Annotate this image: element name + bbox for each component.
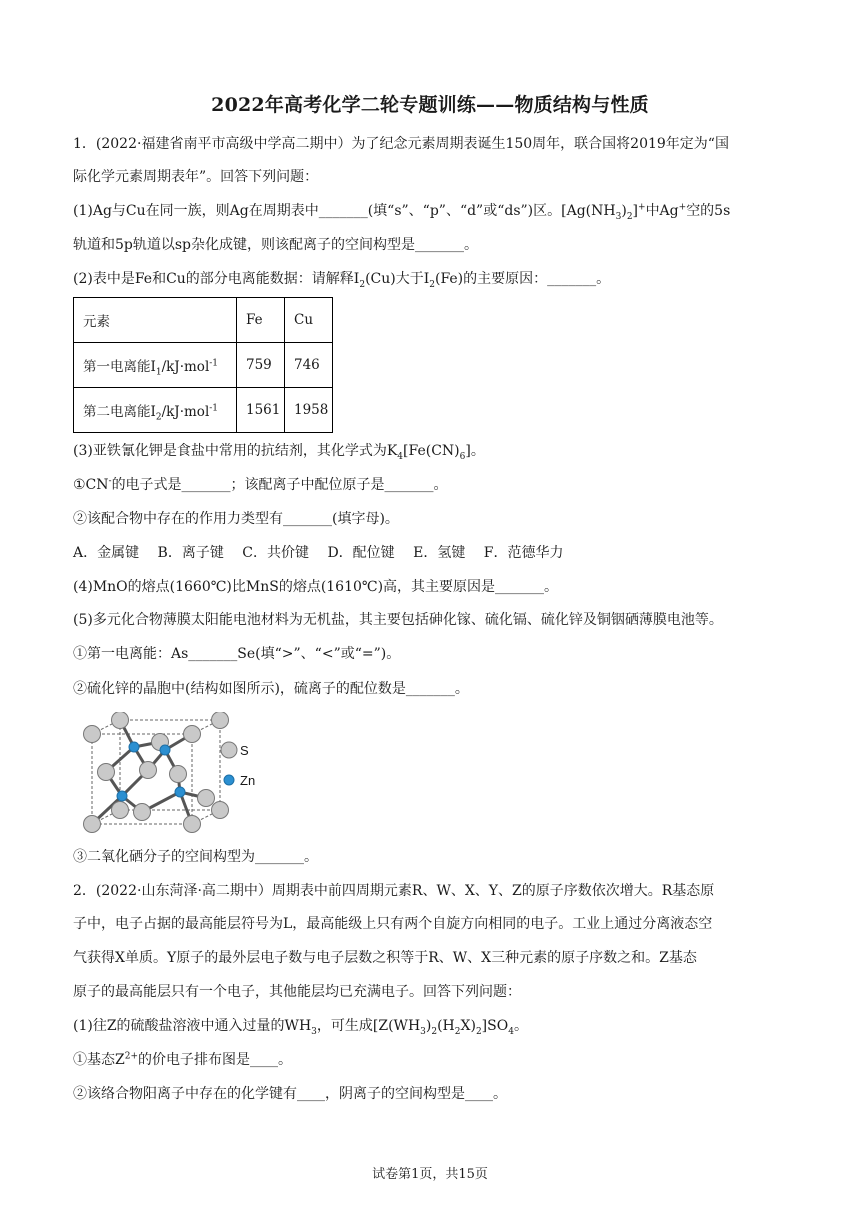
- q1-part5-ii: ②硫化锌的晶胞中(结构如图所示)，硫离子的配位数是_______。: [73, 681, 469, 697]
- legend-s-swatch: [221, 742, 237, 758]
- q2-line1: 2．(2022·山东菏泽·高二期中）周期表中前四周期元素R、W、X、Y、Z的原子序数依次增大。R基态原: [73, 883, 715, 899]
- table-header-element: 元素: [74, 298, 237, 343]
- table-cell: 746: [285, 343, 333, 388]
- page-title: 2022年高考化学二轮专题训练——物质结构与性质: [211, 94, 649, 116]
- table-row-label: 第一电离能$I_1/kJ\cdot mol^{-1}$: [74, 343, 237, 388]
- page-footer: 试卷第1页，共15页: [372, 1167, 488, 1182]
- table-row: [74, 388, 333, 433]
- q1-part1-line1: (1)Ag与Cu在同一族，则Ag在周期表中_______(填“s”、“p”、“d”或“ds”)区。$[Ag(NH_3)_2]^+$中Ag+空的5s: [73, 202, 731, 222]
- table-row: [74, 343, 333, 388]
- ionization-energy-table: [73, 297, 333, 433]
- q2-part1-i: ①基态$Z^{2+}$的价电子排布图是____。: [73, 1051, 293, 1068]
- q1-part3-i: ①CN-的电子式是_______；该配离子中配位原子是_______。: [73, 476, 448, 493]
- zns-crystal-figure: [80, 712, 270, 837]
- legend-s-label: S: [240, 743, 249, 758]
- legend-zn-label: Zn: [240, 773, 256, 788]
- table-header-fe: Fe: [237, 298, 285, 343]
- q2-line2: 子中，电子占据的最高能层符号为L，最高能级上只有两个自旋方向相同的电子。工业上通过分离液态空: [73, 916, 713, 932]
- q2-part1: (1)往Z的硫酸盐溶液中通入过量的$WH_3$，可生成$[Z(WH_3)_2(H_2X)_2]SO_4$。: [73, 1018, 528, 1037]
- legend-zn-swatch: [224, 775, 234, 785]
- q1-intro-line2: 际化学元素周期表年”。回答下列问题：: [73, 169, 319, 185]
- table-row: [74, 298, 333, 343]
- q1-part2: (2)表中是Fe和Cu的部分电离能数据：请解释$I_2(Cu)$大于$I_2(Fe)$的主要原因：_______。: [73, 271, 611, 290]
- q1-part5: (5)多元化合物薄膜太阳能电池材料为无机盐，其主要包括砷化镓、硫化镉、硫化锌及铜铟硒薄膜电池等。: [73, 612, 723, 628]
- q1-intro-line1: 1．(2022·福建省南平市高级中学高二期中）为了纪念元素周期表诞生150周年，联合国将2019年定为“国: [73, 136, 729, 152]
- q1-part3-ii: ②该配合物中存在的作用力类型有_______(填字母)。: [73, 511, 399, 527]
- q1-part4: (4)MnO的熔点(1660℃)比MnS的熔点(1610℃)高，其主要原因是_______。: [73, 579, 559, 595]
- q2-line3: 气获得X单质。Y原子的最外层电子数与电子层数之积等于R、W、X三种元素的原子序数之和。Z基态: [73, 950, 697, 966]
- q1-part5-iii: ③二氧化硒分子的空间构型为_______。: [73, 849, 318, 865]
- table-header-cu: Cu: [285, 298, 333, 343]
- q1-part1-line2: 轨道和5p轨道以sp杂化成键，则该配离子的空间构型是_______。: [73, 237, 479, 253]
- q2-line4: 原子的最高能层只有一个电子，其他能层均已充满电子。回答下列问题：: [73, 984, 521, 1000]
- table-cell: 1561: [237, 388, 285, 433]
- table-cell: 1958: [285, 388, 333, 433]
- q1-part3: (3)亚铁氰化钾是食盐中常用的抗结剂，其化学式为$K_4[Fe(CN)_6]$。: [73, 443, 485, 462]
- table-row-label: 第二电离能$I_2/kJ\cdot mol^{-1}$: [74, 388, 237, 433]
- table-cell: 759: [237, 343, 285, 388]
- q2-part1-ii: ②该络合物阳离子中存在的化学键有____，阴离子的空间构型是____。: [73, 1086, 507, 1102]
- q1-part5-i: ①第一电离能：As_______Se(填“>”、“<”或“=”)。: [73, 646, 401, 662]
- s-atoms: [84, 712, 229, 833]
- q1-options: A．金属键 B．离子键 C．共价键 D．配位键 E．氢键 F．范德华力: [73, 545, 564, 561]
